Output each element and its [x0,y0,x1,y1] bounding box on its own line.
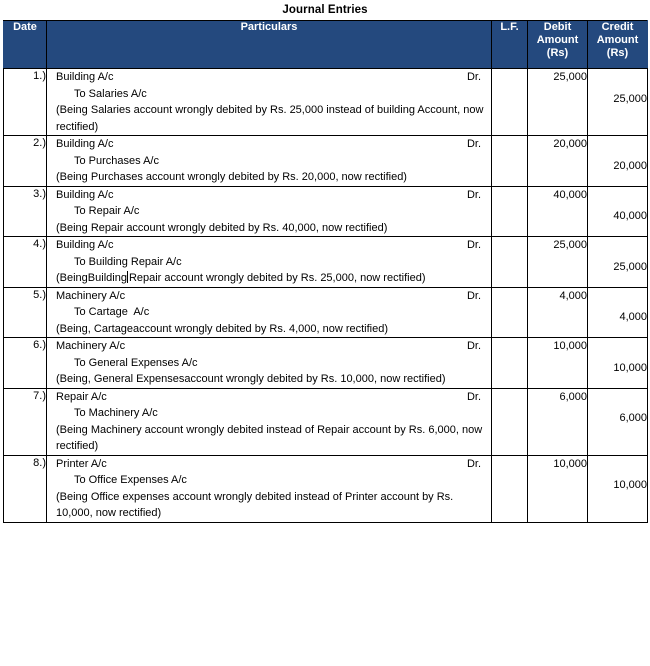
lf-cell [492,388,528,455]
credit-amount: 25,000 [588,69,648,136]
debit-header-line-3: (Rs) [546,47,569,59]
particulars-cell[interactable] [47,237,492,288]
row-number: 2.) [4,136,47,187]
dr-marker: Dr. [466,340,481,352]
column-header-credit-amount [588,21,648,69]
column-header-debit-amount [528,21,588,69]
table-row [4,69,648,136]
debit-header-line-1: Debit [543,21,572,33]
debit-entry-line [47,136,491,153]
debit-amount: 6,000 [528,388,588,455]
dr-marker: Dr. [466,188,481,201]
credit-account-name: To Repair A/c [74,205,140,217]
narration-text: (Being Purchases account wrongly debited by Rs. 20,000, now rectified) [56,171,407,183]
debit-account-name: Printer A/c [56,457,107,470]
debit-entry-line [47,288,491,305]
row-number: 4.) [4,237,47,288]
header-row [4,21,648,69]
debit-entry-line [47,456,491,473]
credit-header-line-2: Amount [596,34,639,46]
credit-amount: 25,000 [588,237,648,288]
table-header [4,21,648,69]
lf-cell [492,455,528,522]
debit-amount: 25,000 [528,69,588,136]
table-row [4,287,648,338]
debit-amount: 40,000 [528,186,588,237]
table-row [4,186,648,237]
credit-header-line-3: (Rs) [606,47,629,59]
lf-cell [492,69,528,136]
table-body [4,69,648,523]
debit-account-name: Building A/c [56,138,114,150]
debit-account-name: Building A/c [56,188,114,201]
row-number: 1.) [4,69,47,136]
lf-cell [492,287,528,338]
debit-entry-line [47,389,491,406]
narration-after-caret: Repair account wrongly debited by Rs. 25,000, now rectified) [128,272,426,284]
narration-before-caret: (BeingBuilding [56,272,127,284]
row-number: 6.) [4,338,47,389]
narration-text: (Being, General Expensesaccount wrongly debited by Rs. 10,000, now rectified) [56,373,446,385]
credit-account-name: To Cartage A/c [74,306,150,318]
table-row [4,455,648,522]
row-number: 3.) [4,186,47,237]
dr-marker: Dr. [466,457,481,470]
credit-account-name: To Purchases A/c [74,154,159,167]
credit-account-name: To Office Expenses A/c [74,474,187,486]
narration-text [47,270,491,287]
dr-marker: Dr. [466,239,481,251]
lf-cell [492,186,528,237]
debit-entry-line [47,338,491,355]
particulars-cell [47,455,492,522]
debit-entry-line [47,237,491,254]
dr-marker: Dr. [466,138,481,150]
debit-amount: 10,000 [528,338,588,389]
particulars-cell [47,136,492,187]
particulars-cell [47,287,492,338]
dr-marker: Dr. [466,289,481,302]
column-header-lf: L.F. [492,21,528,69]
particulars-cell [47,388,492,455]
narration-text: (Being, Cartageaccount wrongly debited by Rs. 4,000, now rectified) [56,322,389,335]
table-row [4,388,648,455]
credit-amount: 10,000 [588,338,648,389]
debit-entry-line [47,187,491,204]
credit-account-name: To Building Repair A/c [74,255,182,268]
debit-header-line-2: Amount [536,34,579,46]
table-row [4,136,648,187]
narration-text: (Being Machinery account wrongly debited instead of Repair account by Rs. 6,000, now rectified) [56,423,483,452]
debit-amount: 25,000 [528,237,588,288]
debit-account-name: Repair A/c [56,390,107,403]
credit-header-line-1: Credit [601,21,634,33]
lf-cell [492,338,528,389]
credit-amount: 6,000 [588,388,648,455]
debit-entry-line [47,69,491,86]
column-header-particulars: Particulars [47,21,492,69]
narration-text: (Being Salaries account wrongly debited by Rs. 25,000 instead of building Account, now rectified) [56,104,484,133]
dr-marker: Dr. [466,71,481,83]
credit-amount: 4,000 [588,287,648,338]
journal-entries-table [3,20,648,523]
table-row [4,338,648,389]
debit-amount: 4,000 [528,287,588,338]
credit-amount: 20,000 [588,136,648,187]
credit-amount: 10,000 [588,455,648,522]
particulars-cell [47,69,492,136]
row-number: 7.) [4,388,47,455]
debit-amount: 10,000 [528,455,588,522]
particulars-cell [47,186,492,237]
dr-marker: Dr. [466,390,481,403]
credit-account-name: To Machinery A/c [74,407,158,419]
row-number: 8.) [4,455,47,522]
table-row [4,237,648,288]
debit-account-name: Machinery A/c [56,340,126,352]
particulars-cell [47,338,492,389]
lf-cell [492,136,528,187]
credit-account-name: To Salaries A/c [74,87,147,100]
row-number: 5.) [4,287,47,338]
narration-text: (Being Repair account wrongly debited by Rs. 40,000, now rectified) [56,221,388,234]
credit-account-name: To General Expenses A/c [74,356,198,369]
debit-account-name: Machinery A/c [56,289,126,302]
lf-cell [492,237,528,288]
narration-text: (Being Office expenses account wrongly debited instead of Printer account by Rs. 10,000, now rectified) [56,490,454,519]
credit-amount: 40,000 [588,186,648,237]
debit-amount: 20,000 [528,136,588,187]
page-title: Journal Entries [282,4,368,16]
column-header-date: Date [4,21,47,69]
debit-account-name: Building A/c [56,239,114,251]
debit-account-name: Building A/c [56,71,114,83]
